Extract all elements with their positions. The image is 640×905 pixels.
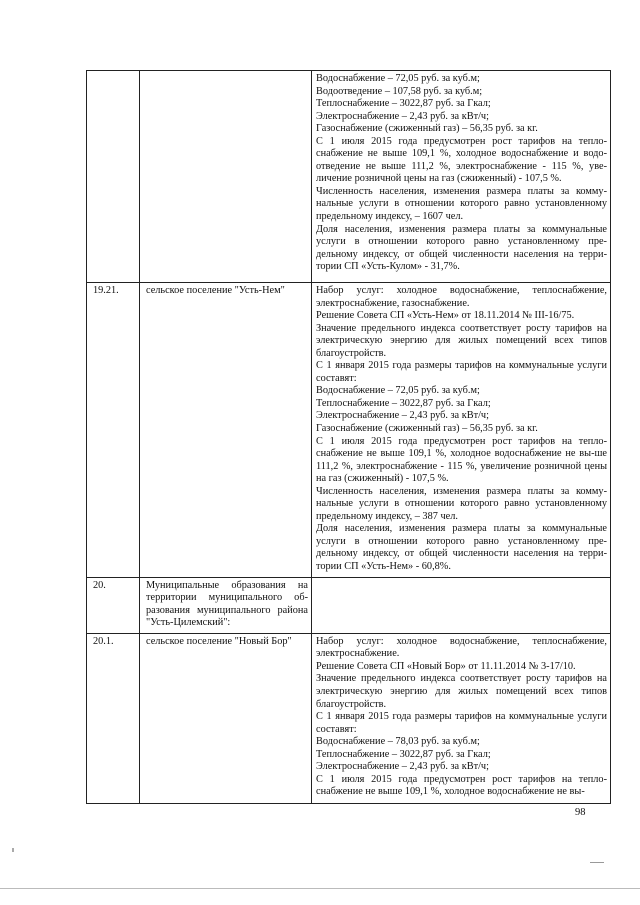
- settlement-name: [140, 71, 312, 283]
- page-number: 98: [575, 807, 586, 818]
- tariff-table: [86, 70, 611, 804]
- text-line: Водоотведение – 107,58 руб. за куб.м;: [316, 85, 483, 97]
- scan-artifact: [590, 862, 604, 863]
- text-paragraph: Численность населения, изменения размера платы за комму-нальные услуги в отношении которого равно установленному предельному индексу, – 387 чел.: [316, 485, 607, 522]
- scan-artifact: [12, 848, 14, 852]
- text-line: Теплоснабжение – 3022,87 руб. за Гкал;: [316, 748, 491, 760]
- text-paragraph: Набор услуг: холодное водоснабжение, теплоснабжение, электроснабжение, газоснабжение.: [316, 285, 607, 309]
- text-paragraph: С 1 января 2015 года размеры тарифов на коммунальные услуги составят:: [316, 360, 607, 384]
- text-line: Газоснабжение (сжиженный газ) – 56,35 руб. за кг.: [316, 123, 538, 135]
- text-paragraph: Доля населения, изменения размера платы за коммунальные услуги в отношении которого равно установленному пре-дельному индексу, от общей численности населения на терри-тории СП «Усть-Кулом» - 31,7%.: [316, 223, 607, 273]
- row-number: 20.1.: [87, 633, 140, 803]
- text-line: Электроснабжение – 2,43 руб. за кВт/ч;: [316, 761, 489, 773]
- section-heading-text: Муниципальные образования на территории муниципального об-разования муниципального района "Усть-Цилемский":: [146, 579, 308, 629]
- row-number: 19.21.: [87, 283, 140, 578]
- text-line: Водоснабжение – 72,05 руб. за куб.м;: [316, 73, 480, 84]
- text-line: Электроснабжение – 2,43 руб. за кВт/ч;: [316, 110, 489, 122]
- tariff-details: [312, 633, 611, 803]
- text-line: Теплоснабжение – 3022,87 руб. за Гкал;: [316, 98, 491, 110]
- text-paragraph: Доля населения, изменения размера платы за коммунальные услуги в отношении которого равно установленному пре-дельному индексу, от общей численности населения на терри-тории СП «Усть-Нем» - 60,8%.: [316, 523, 607, 573]
- text-line: Электроснабжение – 2,43 руб. за кВт/ч;: [316, 410, 489, 422]
- text-paragraph: Значение предельного индекса соответствует росту тарифов на электрическую энергию для жилых помещений всех типов благоустройств.: [316, 673, 607, 710]
- settlement-name: сельское поселение "Новый Бор": [140, 633, 312, 803]
- row-number: 20.: [87, 577, 140, 633]
- text-paragraph: С 1 июля 2015 года предусмотрен рост тарифов на тепло-снабжение не выше 109,1 %, холодное водоснабжение не вы-: [316, 773, 607, 798]
- text-paragraph: Значение предельного индекса соответствует росту тарифов на электрическую энергию для жилых помещений всех типов благоустройств.: [316, 322, 607, 359]
- table-row: [87, 633, 611, 803]
- tariff-details: [312, 71, 611, 283]
- text-line: Решение Совета СП «Усть-Нем» от 18.11.2014 № III-16/75.: [316, 310, 575, 322]
- tariff-details: [312, 577, 611, 633]
- page-edge-line: [0, 888, 640, 889]
- text-paragraph: С 1 июля 2015 года предусмотрен рост тарифов на тепло-снабжение не выше 109,1 %, холодное водоснабжение и водо-отведение не выше 111,2 %, электроснабжение - 115 %, уве-личение розничной цены на газ (сжиженный) - 107,5 %.: [316, 135, 607, 185]
- text-paragraph: Численность населения, изменения размера платы за комму-нальные услуги в отношении которого равно установленному предельному индексу, – 1607 чел.: [316, 185, 607, 223]
- table-row: [87, 577, 611, 633]
- text-paragraph: С 1 января 2015 года размеры тарифов на коммунальные услуги составят:: [316, 711, 607, 735]
- table-row: [87, 71, 611, 283]
- row-number: [87, 71, 140, 283]
- text-line: Водоснабжение – 78,03 руб. за куб.м;: [316, 736, 480, 748]
- text-line: Водоснабжение – 72,05 руб. за куб.м;: [316, 385, 480, 397]
- tariff-details: [312, 283, 611, 578]
- settlement-name: сельское поселение "Усть-Нем": [140, 283, 312, 578]
- table-row: [87, 283, 611, 578]
- text-line: Газоснабжение (сжиженный газ) – 56,35 руб. за кг.: [316, 423, 538, 435]
- text-line: Теплоснабжение – 3022,87 руб. за Гкал;: [316, 397, 491, 409]
- section-heading: [140, 577, 312, 633]
- text-line: Решение Совета СП «Новый Бор» от 11.11.2014 № 3-17/10.: [316, 660, 576, 672]
- text-paragraph: Набор услуг: холодное водоснабжение, теплоснабжение, электроснабжение.: [316, 635, 607, 660]
- text-paragraph: С 1 июля 2015 года предусмотрен рост тарифов на тепло-снабжение не выше 109,1 %, холодное водоснабжение не вы-ше 111,2 %, электроснабжение - 115 %, увеличение розничной цены на газ (сжиженный) - 107,5 %.: [316, 435, 607, 485]
